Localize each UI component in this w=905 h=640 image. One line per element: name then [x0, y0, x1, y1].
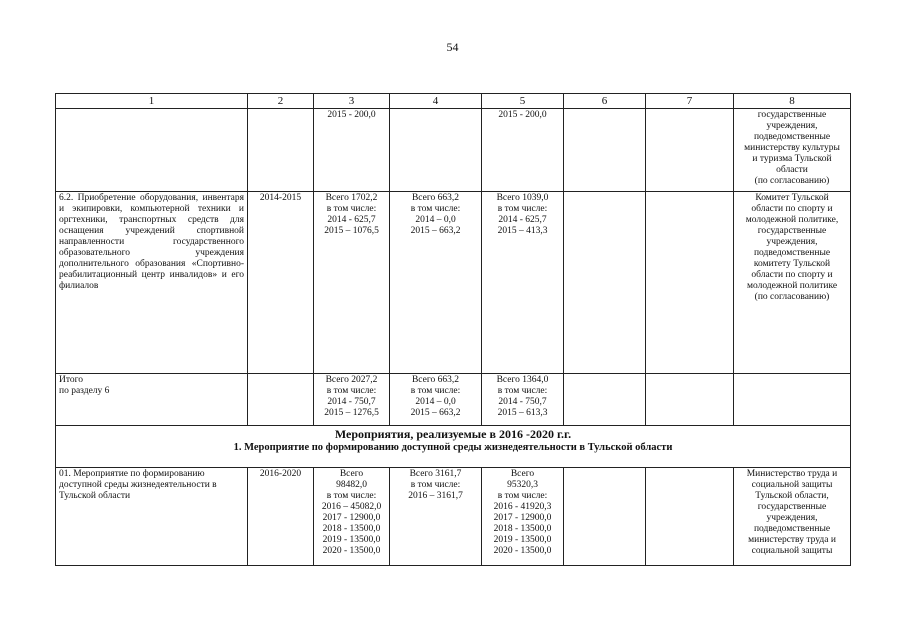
- total-col5-line: 2014 - 750,7: [498, 397, 547, 407]
- row-6-2-col7: [646, 192, 734, 374]
- row-01-col5-line: 2018 - 13500,0: [493, 524, 552, 534]
- row-6-2-col8-line: области по спорту и: [751, 204, 833, 214]
- section-heading-cell: [56, 426, 851, 468]
- row-01-col4-line: в том числе:: [410, 480, 461, 490]
- cont-col8-line: государственные: [757, 110, 827, 120]
- row-01-col5-line: Всего: [510, 469, 535, 479]
- row-01-col4-line: 2016 – 3161,7: [408, 491, 463, 501]
- row-6-2-col3-line: 2014 - 625,7: [327, 215, 376, 225]
- row-01-name: 01. Мероприятие по формированию доступной среды жизнедеятельности в Тульской области: [56, 468, 248, 566]
- row-01-col7: [646, 468, 734, 566]
- row-6-2-col4-line: Всего 663,2: [411, 193, 460, 203]
- cont-col8-line: и туризма Тульской: [752, 154, 832, 164]
- total-col3-line: в том числе:: [326, 386, 377, 396]
- total-col4-line: 2014 – 0,0: [415, 397, 456, 407]
- cont-col7-cell: [646, 109, 734, 192]
- row-01-col8: [734, 468, 851, 566]
- cont-col6-cell: [564, 109, 646, 192]
- total-col3-line: 2015 – 1276,5: [324, 408, 379, 418]
- header-col-2: 2: [248, 94, 314, 109]
- row-01-col3-line: 2018 - 13500,0: [322, 524, 381, 534]
- cont-col8-line: министерству культуры: [744, 143, 840, 153]
- row-6-2-col4-line: 2015 – 663,2: [410, 226, 461, 236]
- row-01-col8-line: Министерство труда и: [746, 469, 838, 479]
- header-row: [56, 94, 851, 109]
- row-01-col3-line: Всего: [339, 469, 364, 479]
- cont-col8-line: подведомственные: [753, 132, 831, 142]
- row-6-2-col3-line: в том числе:: [326, 204, 377, 214]
- row-6-2-col3-line: Всего 1702,2: [325, 193, 378, 203]
- cont-period-cell: [248, 109, 314, 192]
- row-6-2-col5: [482, 192, 564, 374]
- row-6-2-col3-line: 2015 – 1076,5: [324, 226, 379, 236]
- row-01-col3-line: 98482,0: [336, 480, 367, 490]
- cont-col3-line: 2015 - 200,0: [327, 110, 376, 120]
- row-01-col3-line: 2019 - 13500,0: [322, 535, 381, 545]
- row-01-col3-line: 2020 - 13500,0: [322, 546, 381, 556]
- row-01-col3-line: 2016 – 45082,0: [321, 502, 382, 512]
- cont-col5-line: 2015 - 200,0: [498, 110, 547, 120]
- cont-col8-line: учреждения,: [766, 121, 818, 131]
- row-6-2-col8-line: учреждения,: [766, 237, 818, 247]
- row-01-col5-line: 2016 - 41920,3: [493, 502, 552, 512]
- row-01-col8-line: подведомственные: [753, 524, 831, 534]
- row-6-2-period: 2014-2015: [248, 192, 314, 374]
- header-col-7: 7: [646, 94, 734, 109]
- row-6-2-col5-line: 2015 – 413,3: [497, 226, 548, 236]
- header-col-4: 4: [390, 94, 482, 109]
- row-01-col8-line: Тульской области,: [755, 491, 829, 501]
- row-01-period: 2016-2020: [248, 468, 314, 566]
- header-col-3: 3: [314, 94, 390, 109]
- program-table: [55, 93, 851, 566]
- row-6-2-col3: [314, 192, 390, 374]
- row-6-2-col8-line: молодежной политике: [746, 281, 838, 291]
- row-6-2-col4-line: 2014 – 0,0: [415, 215, 456, 225]
- row-01-col4: [390, 468, 482, 566]
- row-01-col5-line: в том числе:: [497, 491, 548, 501]
- cont-col4-cell: [390, 109, 482, 192]
- page-number: 54: [446, 40, 459, 54]
- row-6-2-col6: [564, 192, 646, 374]
- total-col3-line: 2014 - 750,7: [327, 397, 376, 407]
- total-period: [248, 374, 314, 426]
- total-col4-line: в том числе:: [410, 386, 461, 396]
- total-col3: [314, 374, 390, 426]
- total-col5-line: Всего 1364,0: [496, 375, 549, 385]
- total-col5: [482, 374, 564, 426]
- cont-col8-cell: [734, 109, 851, 192]
- row-6-2-col8-line: (по согласованию): [754, 292, 830, 302]
- total-row: [56, 374, 851, 426]
- row-6-2-col4-line: в том числе:: [410, 204, 461, 214]
- section-title: Мероприятия, реализуемые в 2016 -2020 г.г.: [334, 427, 572, 441]
- row-6-2-col5-line: в том числе:: [497, 204, 548, 214]
- row-01-col5: [482, 468, 564, 566]
- row-6-2-col8: [734, 192, 851, 374]
- row-6-2-col8-line: комитету Тульской: [753, 259, 831, 269]
- row-01: [56, 468, 851, 566]
- row-6-2-col5-line: Всего 1039,0: [496, 193, 549, 203]
- row-01-col8-line: учреждения,: [766, 513, 818, 523]
- row-01-col3: [314, 468, 390, 566]
- total-col6: [564, 374, 646, 426]
- total-name-line: Итого: [59, 375, 84, 385]
- header-col-1: 1: [56, 94, 248, 109]
- total-col8: [734, 374, 851, 426]
- row-01-col8-line: государственные: [757, 502, 827, 512]
- cont-col8-line: области: [776, 165, 808, 175]
- cont-col5-cell: [482, 109, 564, 192]
- row-6-2-col8-line: молодежной политике,: [745, 215, 839, 225]
- row-6-2-col5-line: 2014 - 625,7: [498, 215, 547, 225]
- total-name: [56, 374, 248, 426]
- row-01-col4-line: Всего 3161,7: [409, 469, 462, 479]
- total-col7: [646, 374, 734, 426]
- row-6-2-name: 6.2. Приобретение оборудования, инвентаря и экипировки, компьютерной техники и оргтехники, транспортных средств для оснащения учреждений спортивной направленности государственного образовательного учреждения дополнительного образования «Спортивно-реабилитационный центр инвалидов» и его филиалов: [56, 192, 248, 374]
- row-01-col5-line: 2019 - 13500,0: [493, 535, 552, 545]
- row-01-col6: [564, 468, 646, 566]
- section-subtitle: 1. Мероприятие по формированию доступной среды жизнедеятельности в Тульской области: [233, 442, 673, 453]
- total-col4: [390, 374, 482, 426]
- row-6-2: [56, 192, 851, 374]
- row-01-col3-line: в том числе:: [326, 491, 377, 501]
- total-col5-line: 2015 – 613,3: [497, 408, 548, 418]
- header-col-8: 8: [734, 94, 851, 109]
- row-01-col5-line: 95320,3: [507, 480, 538, 490]
- row-01-col5-line: 2020 - 13500,0: [493, 546, 552, 556]
- header-col-5: 5: [482, 94, 564, 109]
- row-01-col5-line: 2017 - 12900,0: [493, 513, 552, 523]
- section-row: [56, 426, 851, 468]
- row-6-2-col8-line: области по спорту и: [751, 270, 833, 280]
- row-6-2-col8-line: Комитет Тульской: [755, 193, 829, 203]
- cont-col8-line: (по согласованию): [754, 176, 830, 186]
- total-col4-line: 2015 – 663,2: [410, 408, 461, 418]
- header-col-6: 6: [564, 94, 646, 109]
- cont-col3-cell: [314, 109, 390, 192]
- row-6-2-col8-line: подведомственные: [753, 248, 831, 258]
- total-col5-line: в том числе:: [497, 386, 548, 396]
- total-col3-line: Всего 2027,2: [325, 375, 378, 385]
- cont-name-cell: [56, 109, 248, 192]
- row-01-col8-line: министерству труда и: [748, 535, 836, 545]
- row-01-col8-line: социальной защиты: [751, 546, 833, 556]
- continuation-row: [56, 109, 851, 192]
- row-6-2-col4: [390, 192, 482, 374]
- total-col4-line: Всего 663,2: [411, 375, 460, 385]
- row-6-2-col8-line: государственные: [757, 226, 827, 236]
- row-01-col3-line: 2017 - 12900,0: [322, 513, 381, 523]
- row-01-col8-line: социальной защиты: [751, 480, 833, 490]
- total-name-line: по разделу 6: [59, 386, 110, 396]
